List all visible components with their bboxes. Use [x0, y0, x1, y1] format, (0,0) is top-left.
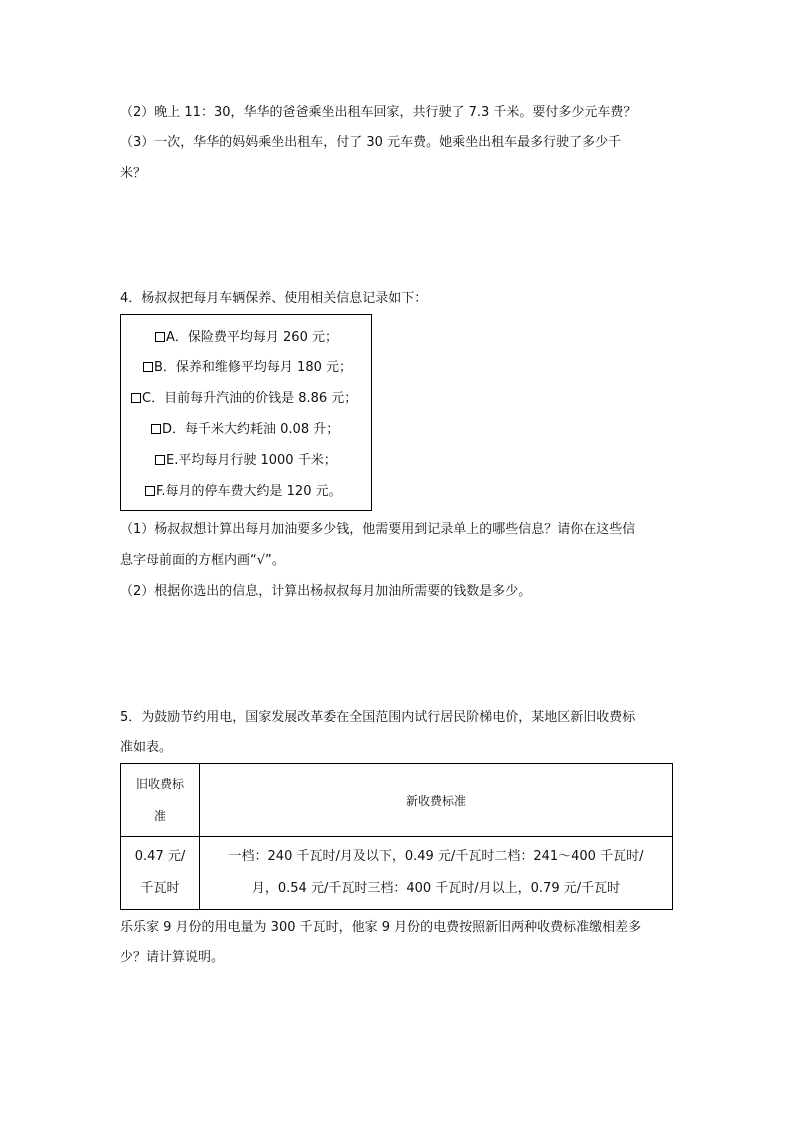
new-value-line2: 月，0.54 元/千瓦时三档：400 千瓦时/月以上，0.79 元/千瓦时 [251, 881, 621, 896]
old-standard-value [121, 837, 200, 910]
checkbox-a[interactable] [155, 332, 165, 342]
header-old-line1: 旧收费标 [135, 777, 184, 791]
option-d [151, 421, 339, 439]
checkbox-c[interactable] [131, 393, 141, 403]
checkbox-d[interactable] [151, 424, 161, 434]
table-row [121, 764, 673, 837]
q3-sub2: （2）晚上 11：30，华华的爸爸乘坐出租车回家，共行驶了 7.3 千米。要付多少元车费？ [120, 105, 637, 120]
old-value-line2: 千瓦时 [140, 881, 180, 896]
q5-title-line1: 5．为鼓励节约用电，国家发展改革委在全国范围内试行居民阶梯电价，某地区新旧收费标 [120, 710, 636, 725]
q4-sub1-line1: （1）杨叔叔想计算出每月加油要多少钱，他需要用到记录单上的哪些信息？请你在这些信 [120, 522, 636, 537]
q5-title-line2: 准如表。 [120, 740, 173, 755]
option-b-label: B．保养和维修平均每月 180 元； [154, 360, 352, 375]
option-b [143, 359, 352, 377]
option-a [155, 329, 338, 347]
header-new-standard: 新收费标准 [200, 764, 673, 837]
option-d-label: D．每千米大约耗油 0.08 升； [162, 422, 340, 437]
option-c-label: C．目前每升汽油的价钱是 8.86 元； [142, 391, 358, 406]
header-old-standard [121, 764, 200, 837]
option-a-label: A．保险费平均每月 260 元； [166, 330, 338, 345]
info-record-box [120, 314, 372, 511]
table-row [121, 837, 673, 910]
option-f [145, 483, 342, 501]
checkbox-e[interactable] [155, 455, 165, 465]
q3-sub3-line2: 米？ [120, 166, 147, 181]
header-old-line2: 准 [153, 809, 166, 823]
old-value-line1: 0.47 元/ [134, 849, 186, 864]
checkbox-f[interactable] [145, 486, 155, 496]
fee-table [120, 763, 673, 910]
new-value-line1: 一档：240 千瓦时/月及以下，0.49 元/千瓦时二档：241～400 千瓦时/ [228, 849, 644, 864]
checkbox-b[interactable] [143, 362, 153, 372]
q5-question-line1: 乐乐家 9 月份的用电量为 300 千瓦时，他家 9 月份的电费按照新旧两种收费标准缴相差多 [120, 920, 642, 935]
q4-title: 4．杨叔叔把每月车辆保养、使用相关信息记录如下： [120, 291, 428, 306]
option-e-label: E.平均每月行驶 1000 千米； [166, 453, 337, 468]
option-c [131, 390, 357, 408]
q3-sub3-line1: （3）一次，华华的妈妈乘坐出租车，付了 30 元车费。她乘坐出租车最多行驶了多少千 [120, 135, 622, 150]
option-e [155, 452, 337, 470]
option-f-label: F.每月的停车费大约是 120 元。 [156, 484, 342, 499]
q5-question-line2: 少？请计算说明。 [120, 950, 225, 965]
new-standard-value [200, 837, 673, 910]
q4-sub1-line2: 息字母前面的方框内画“√”。 [120, 553, 285, 568]
q4-sub2: （2）根据你选出的信息，计算出杨叔叔每月加油所需要的钱数是多少。 [120, 584, 532, 599]
